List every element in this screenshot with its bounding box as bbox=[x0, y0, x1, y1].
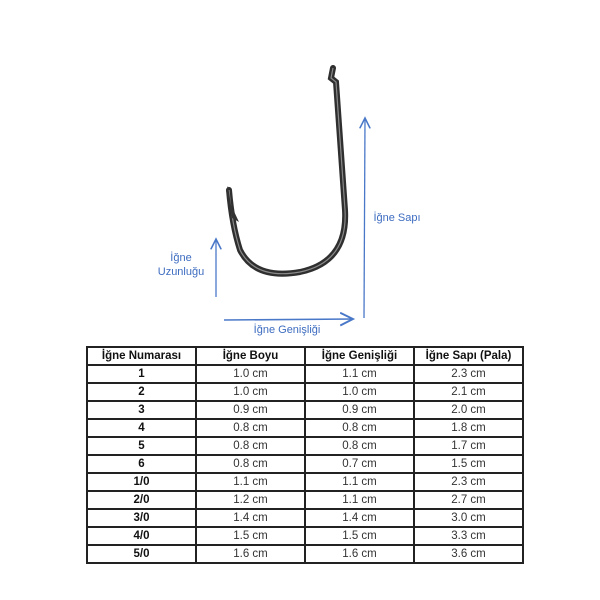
table-row bbox=[87, 491, 523, 509]
cell-hook-length: 1.0 cm bbox=[196, 383, 305, 401]
cell-hook-shank: 2.3 cm bbox=[414, 365, 523, 383]
cell-hook-length: 0.8 cm bbox=[196, 419, 305, 437]
cell-hook-shank: 2.1 cm bbox=[414, 383, 523, 401]
cell-hook-shank: 3.6 cm bbox=[414, 545, 523, 563]
cell-hook-shank: 2.0 cm bbox=[414, 401, 523, 419]
cell-hook-length: 0.9 cm bbox=[196, 401, 305, 419]
table-row bbox=[87, 527, 523, 545]
cell-hook-shank: 1.8 cm bbox=[414, 419, 523, 437]
cell-hook-number: 6 bbox=[87, 455, 196, 473]
length-label bbox=[141, 251, 221, 279]
table-head bbox=[87, 347, 523, 365]
table-row bbox=[87, 383, 523, 401]
table-row bbox=[87, 455, 523, 473]
cell-hook-width: 1.5 cm bbox=[305, 527, 414, 545]
cell-hook-width: 0.7 cm bbox=[305, 455, 414, 473]
shank-arrow-icon bbox=[364, 118, 365, 318]
table-header-row bbox=[87, 347, 523, 365]
cell-hook-number: 1 bbox=[87, 365, 196, 383]
cell-hook-length: 1.0 cm bbox=[196, 365, 305, 383]
cell-hook-width: 0.8 cm bbox=[305, 419, 414, 437]
table-row bbox=[87, 509, 523, 527]
hook-icon bbox=[226, 68, 345, 274]
cell-hook-length: 1.2 cm bbox=[196, 491, 305, 509]
cell-hook-width: 1.1 cm bbox=[305, 365, 414, 383]
header-hook-number: İğne Numarası bbox=[87, 347, 196, 365]
cell-hook-number: 3/0 bbox=[87, 509, 196, 527]
length-label-line2: Uzunluğu bbox=[157, 266, 205, 278]
shank-label: İğne Sapı bbox=[373, 212, 421, 224]
header-hook-shank: İğne Sapı (Pala) bbox=[414, 347, 523, 365]
cell-hook-length: 0.8 cm bbox=[196, 455, 305, 473]
table-row bbox=[87, 545, 523, 563]
cell-hook-shank: 3.3 cm bbox=[414, 527, 523, 545]
cell-hook-length: 1.4 cm bbox=[196, 509, 305, 527]
width-label: İğne Genişliği bbox=[253, 324, 321, 336]
cell-hook-length: 1.1 cm bbox=[196, 473, 305, 491]
table-row bbox=[87, 419, 523, 437]
cell-hook-number: 5 bbox=[87, 437, 196, 455]
table-row bbox=[87, 473, 523, 491]
cell-hook-shank: 2.3 cm bbox=[414, 473, 523, 491]
cell-hook-shank: 1.5 cm bbox=[414, 455, 523, 473]
table-body bbox=[87, 365, 523, 563]
cell-hook-length: 1.5 cm bbox=[196, 527, 305, 545]
width-arrow-icon bbox=[224, 319, 353, 320]
cell-hook-shank: 2.7 cm bbox=[414, 491, 523, 509]
header-hook-width: İğne Genişliği bbox=[305, 347, 414, 365]
cell-hook-shank: 1.7 cm bbox=[414, 437, 523, 455]
cell-hook-width: 0.9 cm bbox=[305, 401, 414, 419]
cell-hook-length: 0.8 cm bbox=[196, 437, 305, 455]
cell-hook-width: 0.8 cm bbox=[305, 437, 414, 455]
cell-hook-number: 2/0 bbox=[87, 491, 196, 509]
cell-hook-width: 1.1 cm bbox=[305, 491, 414, 509]
cell-hook-number: 5/0 bbox=[87, 545, 196, 563]
cell-hook-width: 1.0 cm bbox=[305, 383, 414, 401]
cell-hook-number: 1/0 bbox=[87, 473, 196, 491]
cell-hook-length: 1.6 cm bbox=[196, 545, 305, 563]
cell-hook-width: 1.1 cm bbox=[305, 473, 414, 491]
length-label-line1: İğne bbox=[170, 252, 192, 264]
table-row bbox=[87, 365, 523, 383]
cell-hook-number: 3 bbox=[87, 401, 196, 419]
cell-hook-width: 1.6 cm bbox=[305, 545, 414, 563]
table-row bbox=[87, 401, 523, 419]
cell-hook-number: 4 bbox=[87, 419, 196, 437]
table-row bbox=[87, 437, 523, 455]
cell-hook-number: 2 bbox=[87, 383, 196, 401]
header-hook-length: İğne Boyu bbox=[196, 347, 305, 365]
cell-hook-shank: 3.0 cm bbox=[414, 509, 523, 527]
cell-hook-number: 4/0 bbox=[87, 527, 196, 545]
cell-hook-width: 1.4 cm bbox=[305, 509, 414, 527]
hook-size-table bbox=[86, 346, 524, 564]
